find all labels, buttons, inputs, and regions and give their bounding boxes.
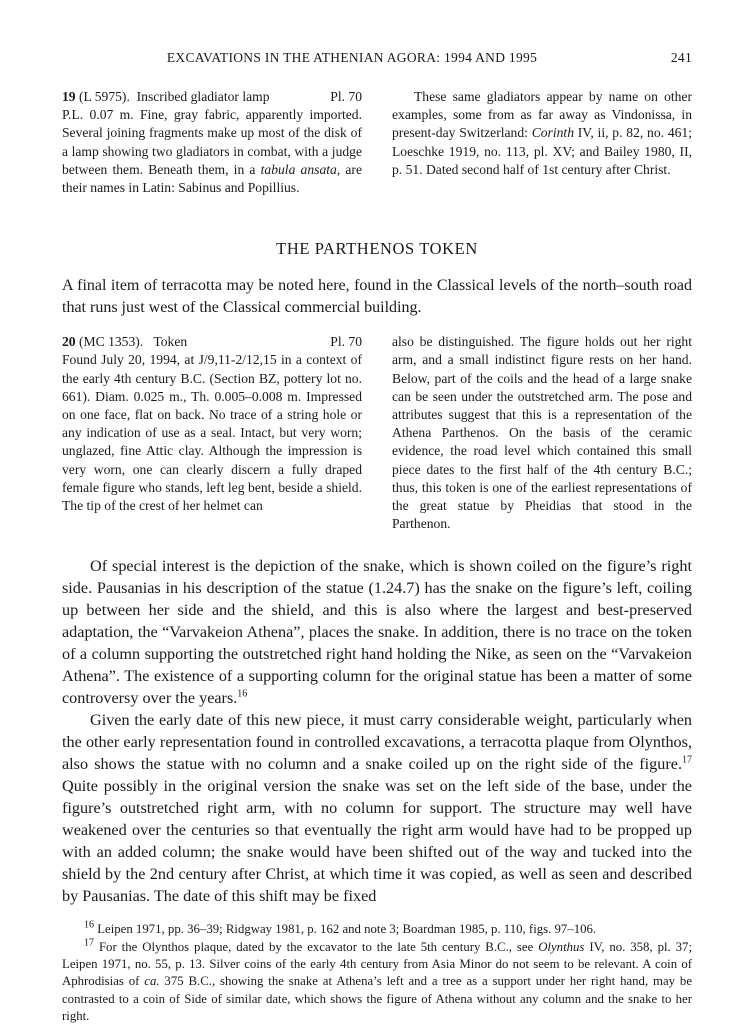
lamp-heading xyxy=(62,88,362,106)
section-title: THE PARTHENOS TOKEN xyxy=(276,239,478,259)
token-plate: Pl. 70 xyxy=(330,334,362,350)
token-heading xyxy=(62,333,362,351)
page-number: 241 xyxy=(670,50,692,65)
token-heading-text xyxy=(62,333,187,351)
lamp-heading-text xyxy=(62,88,270,106)
running-head xyxy=(62,50,692,72)
footnote-ref-16[interactable]: 16 xyxy=(237,689,248,701)
body-paragraph-2: Given the early date of this new piece, it must carry considerable weight, particularly when the other early representation found in controlled excavations, a terracotta plaque from Olynthos, also shows the statue with no column and a snake coiled up on the right side of the figure.$^{17}$ Quite possibly in the original version the snake was set on the left side of the base, under the figure’s outstretched right arm, with no column for support. The structure may well have weakened over the centuries so that eventually the right arm would have had to be propped up with an added column; the snake would have been shifted out of the way and tucked into the shield by the 2nd century after Christ, at which time it was copied, as well as seen and described by Pausanias. The date of this shift may be fixed xyxy=(62,711,692,906)
page xyxy=(62,50,692,1025)
token-inventory: (MC 1353). xyxy=(79,334,144,350)
footnotes xyxy=(62,921,692,1025)
footnote-16: $^{16}$ Leipen 1971, pp. 36–39; Ridgway 1981, p. 162 and note 3; Boardman 1985, p. 110, figs. 97–106. xyxy=(84,920,597,937)
lamp-plate: Pl. 70 xyxy=(330,89,362,104)
lamp-number: 19 xyxy=(62,89,76,104)
token-entry xyxy=(62,333,692,533)
lamp-entry xyxy=(62,88,692,197)
token-name: Token xyxy=(153,334,188,350)
token-description: Found July 20, 1994, at J/9,11-2/12,15 in a context of the early 4th century B.C. (Section BZ, pottery lot no. 661). Diam. 0.025 m., Th. 0.005–0.008 m. Impressed on one face, flat on back. No trace of a string hole or any indication of use as a seal. Intact, but very worn; unglazed, fine Attic clay. Although the impression is very worn, one can clearly discern a fully draped female figure who stands, left leg bent, beside a shield. The tip of the crest of her helmet can xyxy=(62,352,362,514)
footnote-17: $^{17}$ For the Olynthos plaque, dated by the excavator to the late 5th century B.C., see Olynthus IV, no. 358, pl. 37; Leipen 1971, no. 55, p. 13. Silver coins of the early 4th century from Asia Minor do not seem to be relevant. A coin of Aphrodisias of ca. 375 B.C., showing the snake at Athena’s left and a tree as a support under her right hand, may be contrasted to a coin of Side of similar date, which shows the figure of Athena without any column and the snake to her right. xyxy=(62,937,693,1023)
lamp-inventory: (L 5975). xyxy=(79,89,130,104)
lamp-commentary: These same gladiators appear by name on other examples, some from as far away as Vindonissa, in present-day Switzerland: Corinth IV, ii, p. 82, no. 461; Loeschke 1919, no. 113, pl. XV; and Bailey 1980, II, p. 51. Dated second half of 1st century after Christ. xyxy=(392,89,692,177)
lamp-left-column xyxy=(62,88,362,197)
running-title: EXCAVATIONS IN THE ATHENIAN AGORA: 1994 AND 1995 xyxy=(166,50,538,65)
token-commentary: also be distinguished. The figure holds out her right arm, and a small indistinct figure rests on her hand. Below, part of the coils and the head of a large snake can be seen under the outstretched arm. The pose and attributes suggest that this is a representation of the Athena Parthenos. On the basis of the ceramic evidence, the road level which contained this small piece dates to the first half of the 4th century B.C.; thus, this token is one of the earliest representations of the great statue by Pheidias that stood in the Parthenon. xyxy=(392,334,692,532)
token-right-column xyxy=(392,333,692,533)
footnote-ref-17[interactable]: 17 xyxy=(682,755,692,767)
lamp-description: P.L. 0.07 m. Fine, gray fabric, apparently imported. Several joining fragments make up most of the disk of a lamp showing two gladiators in combat, with a judge between them. Beneath them, in a tabula ansata, are their names in Latin: Sabinus and Popillius. xyxy=(62,107,362,196)
lamp-right-column xyxy=(392,88,692,197)
section-intro: A final item of terracotta may be noted here, found in the Classical levels of the north–south road that runs just west of the Classical commercial building. xyxy=(62,277,692,317)
body-text xyxy=(62,555,692,907)
body-paragraph-1: Of special interest is the depiction of the snake, which is shown coiled on the figure’s right side. Pausanias in his description of the statue (1.24.7) has the snake on the figure’s left, coiling up between her side and the shield, and this is also where the largest and best-preserved adaptation, the “Varvakeion Athena”, places the snake. In addition, there is no trace on the token of a column supporting the outstretched right hand holding the Nike, as seen on the “Varvakeion Athena”. The existence of a supporting column for the original statue has been a matter of some controversy over the years.$^{16}$ xyxy=(62,557,692,708)
lamp-name: Inscribed gladiator lamp xyxy=(136,89,270,104)
token-number: 20 xyxy=(62,334,76,350)
token-left-column xyxy=(62,333,362,533)
